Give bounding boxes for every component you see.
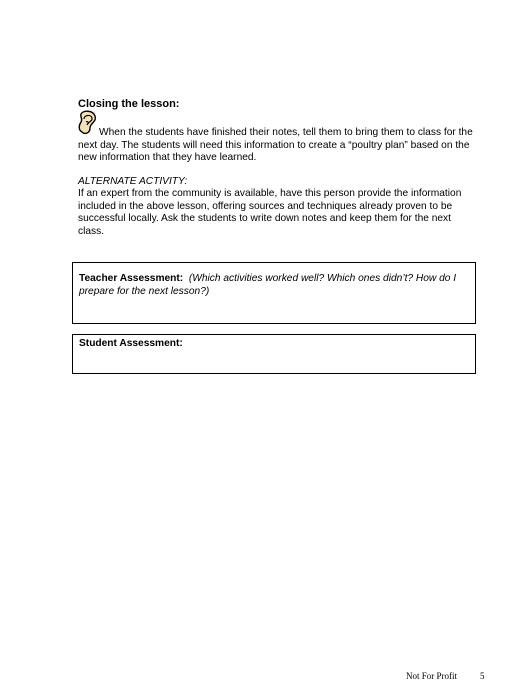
student-assessment-label: Student Assessment: bbox=[79, 338, 183, 349]
teacher-assessment-box bbox=[72, 262, 476, 324]
alternate-activity-title: ALTERNATE ACTIVITY: bbox=[78, 176, 188, 187]
footer-note: Not For Profit bbox=[406, 671, 458, 681]
student-assessment-box bbox=[72, 334, 476, 374]
closing-heading: Closing the lesson: bbox=[78, 98, 180, 110]
teacher-assessment-label: Teacher Assessment: bbox=[79, 273, 184, 284]
teacher-assessment-note: (Which activities worked well? Which ones didn’t? How do I prepare for the next lesson?) bbox=[79, 273, 457, 297]
page-number: 5 bbox=[480, 671, 485, 681]
alternate-activity-paragraph: If an expert from the community is available, have this person provide the information included in the above lesson, offering sources and techniques already proven to be successful locally. Ask the students to write down notes and keep them for the next class. bbox=[78, 188, 462, 237]
closing-paragraph: When the students have finished their notes, tell them to bring them to class for the next day. The students will need this information to create a “poultry plan” based on the new information that they have learned. bbox=[78, 127, 473, 164]
